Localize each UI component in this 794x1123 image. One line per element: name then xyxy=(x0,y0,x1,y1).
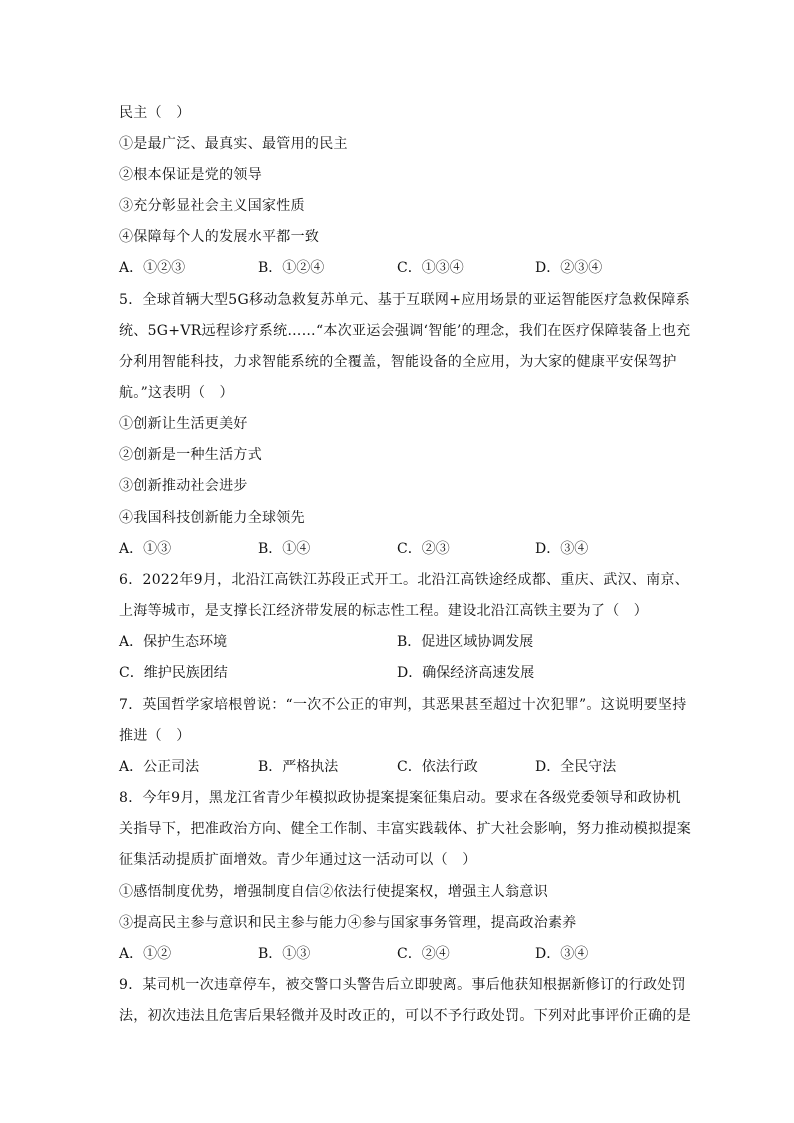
q6-option-a: A．保护生态环境 xyxy=(119,634,228,650)
q6-option-d: D．确保经济高速发展 xyxy=(397,665,535,681)
q7-option-d: D．全民守法 xyxy=(535,759,617,775)
q5-statement-3: ③创新推动社会进步 xyxy=(119,478,248,494)
q6-option-c: C．维护民族团结 xyxy=(119,665,228,681)
q6-stem-line-2: 上海等城市，是支撑长江经济带发展的标志性工程。建设北沿江高铁主要为了（ ） xyxy=(119,603,649,619)
q8-statements-1-2: ①感悟制度优势，增强制度自信②依法行使提案权，增强主人翁意识 xyxy=(119,884,548,900)
q4-option-c: C．①③④ xyxy=(397,260,464,276)
q4-stem-end: 民主（ ） xyxy=(119,105,191,121)
q8-stem-line-1: 8．今年9月，黑龙江省青少年模拟政协提案提案征集启动。要求在各级党委领导和政协机 xyxy=(119,790,681,806)
q8-stem-line-3: 征集活动提质扩面增效。青少年通过这一活动可以（ ） xyxy=(119,852,477,868)
q4-option-b: B．①②④ xyxy=(258,260,325,276)
q7-option-a: A．公正司法 xyxy=(119,759,200,775)
q8-option-a: A．①② xyxy=(119,946,172,962)
q5-option-b: B．①④ xyxy=(258,541,311,557)
q4-statement-1: ①是最广泛、最真实、最管用的民主 xyxy=(119,136,348,152)
q5-statement-2: ②创新是一种生活方式 xyxy=(119,447,262,463)
q9-stem-line-2: 法，初次违法且危害后果轻微并及时改正的，可以不予行政处罚。下列对此事评价正确的是 xyxy=(119,1008,691,1024)
q5-stem-line-2: 统、5G+VR远程诊疗系统……“本次亚运会强调‘智能’的理念，我们在医疗保障装备上也充 xyxy=(119,323,691,339)
q5-option-c: C．②③ xyxy=(397,541,450,557)
q9-stem-line-1: 9．某司机一次违章停车，被交警口头警告后立即驶离。事后他获知根据新修订的行政处罚 xyxy=(119,977,686,993)
q7-option-c: C．依法行政 xyxy=(397,759,478,775)
q5-stem-line-3: 分利用智能科技，力求智能系统的全覆盖，智能设备的全应用，为大家的健康平安保驾护 xyxy=(119,354,677,370)
q6-stem-line-1: 6．2022年9月，北沿江高铁江苏段正式开工。北沿江高铁途经成都、重庆、武汉、南京、 xyxy=(119,572,690,588)
q5-statement-4: ④我国科技创新能力全球领先 xyxy=(119,510,305,526)
q6-option-b: B．促进区域协调发展 xyxy=(397,634,534,650)
q7-option-b: B．严格执法 xyxy=(258,759,339,775)
q8-option-d: D．③④ xyxy=(535,946,589,962)
q8-stem-line-2: 关指导下，把准政治方向、健全工作制、丰富实践载体、扩大社会影响，努力推动模拟提案 xyxy=(119,821,691,837)
q7-stem-line-1: 7．英国哲学家培根曾说：“一次不公正的审判，其恶果甚至超过十次犯罪”。这说明要坚持 xyxy=(119,697,687,713)
q5-stem-line-4: 航。”这表明（ ） xyxy=(119,385,234,401)
q7-stem-line-2: 推进（ ） xyxy=(119,728,191,744)
q5-option-a: A．①③ xyxy=(119,541,172,557)
q8-option-b: B．①③ xyxy=(258,946,311,962)
q4-option-a: A．①②③ xyxy=(119,260,186,276)
q4-statement-3: ③充分彰显社会主义国家性质 xyxy=(119,198,305,214)
q4-statement-4: ④保障每个人的发展水平都一致 xyxy=(119,229,320,245)
q5-option-d: D．③④ xyxy=(535,541,589,557)
q8-statements-3-4: ③提高民主参与意识和民主参与能力④参与国家事务管理，提高政治素养 xyxy=(119,915,577,931)
q5-stem-line-1: 5．全球首辆大型5G移动急救复苏单元、基于互联网+应用场景的亚运智能医疗急救保障系 xyxy=(119,292,691,308)
q5-statement-1: ①创新让生活更美好 xyxy=(119,416,248,432)
q4-statement-2: ②根本保证是党的领导 xyxy=(119,167,262,183)
q4-option-d: D．②③④ xyxy=(535,260,603,276)
q8-option-c: C．②④ xyxy=(397,946,450,962)
